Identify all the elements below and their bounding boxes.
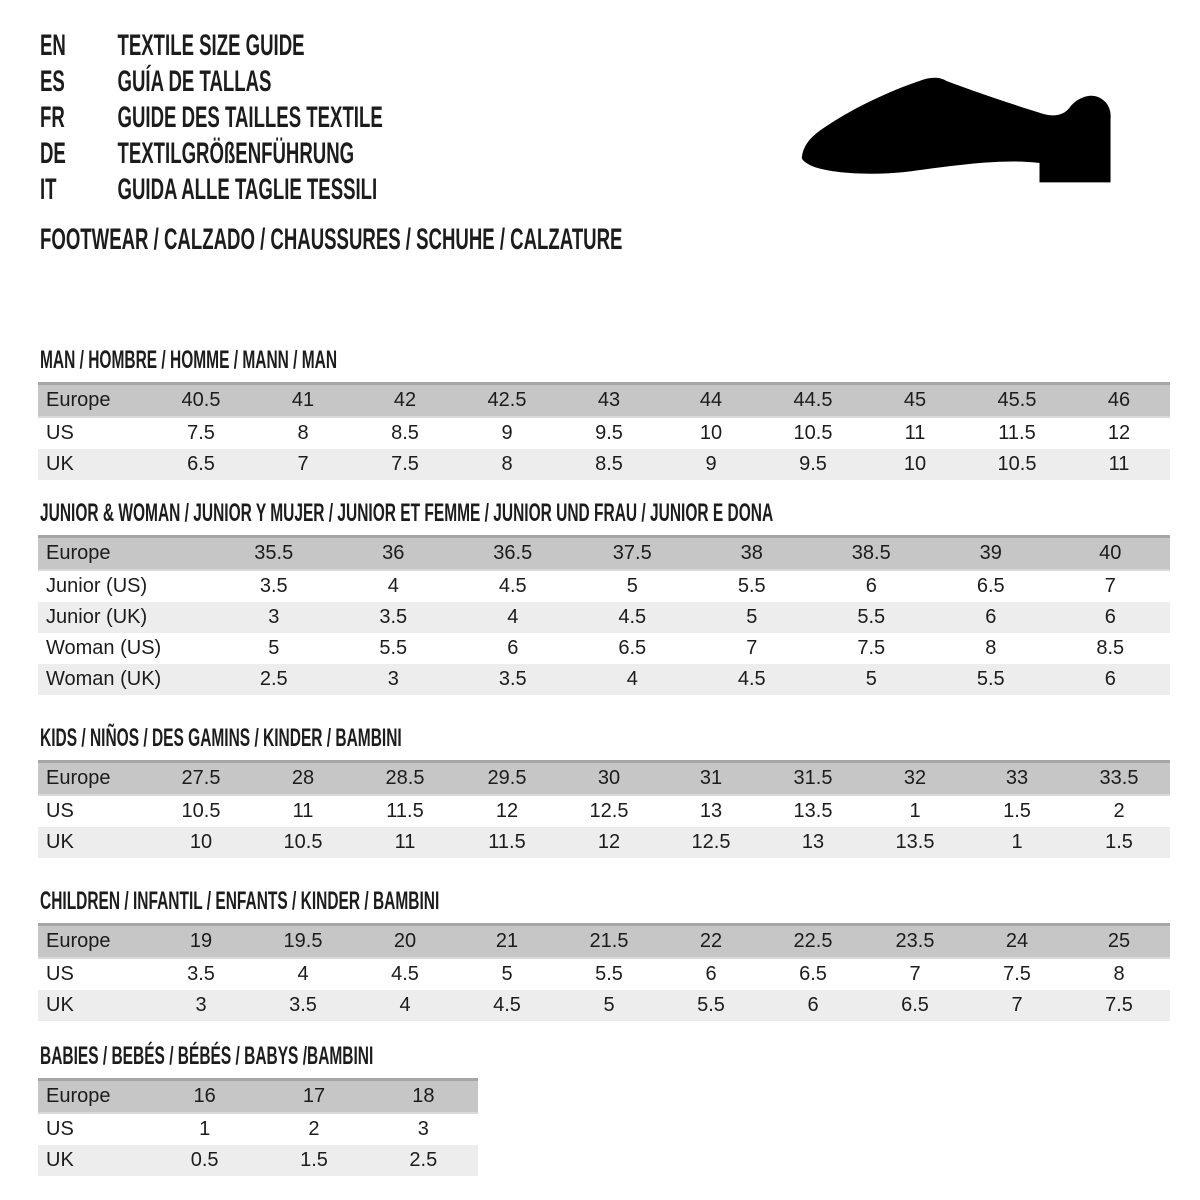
size-cell: 36.5	[453, 537, 573, 571]
language-code: IT	[40, 173, 57, 206]
language-code: DE	[40, 137, 66, 170]
size-cell: 23.5	[864, 925, 966, 959]
language-title: TEXTILGRÖßENFÜHRUNG	[117, 137, 355, 170]
size-cell: 38	[692, 537, 812, 571]
size-cell: 11	[904, 422, 926, 444]
size-cell: 10.5	[793, 422, 833, 444]
table-row	[38, 958, 1170, 990]
size-cell: 30	[558, 762, 660, 796]
size-cell: 7	[746, 637, 758, 659]
size-cell: 24	[966, 925, 1068, 959]
size-cell: 7	[1104, 575, 1116, 597]
size-cell: 8	[297, 422, 309, 444]
size-cell: 5	[626, 575, 638, 597]
table-row	[38, 1145, 478, 1176]
size-cell: 6.5	[150, 449, 252, 480]
size-cell: 2	[308, 1118, 320, 1140]
size-cell: 12.5	[589, 800, 629, 822]
size-cell: 20	[354, 925, 456, 959]
table-header-row	[38, 1080, 478, 1114]
size-cell: 4	[297, 963, 309, 985]
row-label: Junior (US)	[46, 575, 148, 597]
section-kids	[38, 724, 1170, 858]
size-cell: 6	[762, 990, 864, 1021]
size-cell: 4	[387, 575, 399, 597]
size-cell: 3.5	[252, 990, 354, 1021]
size-cell: 3.5	[259, 575, 288, 597]
size-cell: 32	[864, 762, 966, 796]
size-cell: 5.5	[812, 602, 932, 633]
table-row	[38, 602, 1170, 633]
language-line-fr	[40, 100, 383, 136]
size-cell: 8	[985, 637, 997, 659]
size-cell: 7.5	[1068, 990, 1170, 1021]
language-line-en	[40, 28, 383, 64]
size-cell: 12	[495, 800, 519, 822]
size-cell: 1.5	[259, 1145, 368, 1176]
size-cell: 10.5	[966, 449, 1068, 480]
size-cell: 33.5	[1068, 762, 1170, 796]
language-code: EN	[40, 29, 66, 62]
size-cell: 2.5	[214, 664, 334, 695]
language-title: GUIDA ALLE TAGLIE TESSILI	[117, 173, 378, 206]
section-title-babies: BABIES / BEBÉS / BÉBÉS / BABYS /BAMBINI	[40, 1042, 374, 1070]
language-line-es	[40, 64, 383, 100]
size-cell: 2	[1113, 800, 1125, 822]
row-label: Woman (UK)	[38, 664, 214, 695]
size-cell: 6.5	[799, 963, 827, 985]
size-cell: 13.5	[793, 800, 833, 822]
size-cell: 21	[456, 925, 558, 959]
section-title-kids: KIDS / NIÑOS / DES GAMINS / KINDER / BAMBINI	[40, 724, 402, 752]
size-cell: 45.5	[966, 384, 1068, 418]
size-cell: 36	[334, 537, 454, 571]
row-label: Europe	[38, 537, 214, 571]
size-cell: 12	[1107, 422, 1131, 444]
size-cell: 40	[1051, 537, 1171, 571]
row-label: US	[46, 800, 74, 822]
size-cell: 2.5	[369, 1145, 478, 1176]
size-cell: 6	[931, 602, 1051, 633]
row-label: UK	[38, 990, 150, 1021]
size-cell: 4.5	[391, 963, 419, 985]
table-row	[38, 417, 1170, 449]
size-cell: 7.5	[354, 449, 456, 480]
row-label: UK	[38, 827, 150, 858]
section-title-junior-woman: JUNIOR & WOMAN / JUNIOR Y MUJER / JUNIOR ET FEMME / JUNIOR UND FRAU / JUNIOR E DONA	[40, 499, 774, 527]
size-cell: 9.5	[595, 422, 623, 444]
table-row	[38, 570, 1170, 602]
size-cell: 5.5	[595, 963, 623, 985]
size-cell: 7	[252, 449, 354, 480]
language-title: GUÍA DE TALLAS	[117, 65, 272, 98]
size-cell: 7.5	[187, 422, 215, 444]
table-header-row	[38, 384, 1170, 418]
row-label: US	[46, 422, 74, 444]
size-cell: 6	[507, 637, 519, 659]
size-cell: 3.5	[453, 664, 573, 695]
size-cell: 11.5	[456, 827, 558, 858]
size-cell: 22.5	[762, 925, 864, 959]
size-cell: 5.5	[931, 664, 1051, 695]
size-table-man	[38, 382, 1170, 480]
size-cell: 1	[966, 827, 1068, 858]
size-cell: 45	[864, 384, 966, 418]
size-cell: 3	[214, 602, 334, 633]
row-label: Junior (UK)	[38, 602, 214, 633]
table-header-row	[38, 537, 1170, 571]
size-cell: 10	[864, 449, 966, 480]
size-cell: 3.5	[187, 963, 215, 985]
size-cell: 11	[292, 800, 314, 822]
size-cell: 5.5	[379, 637, 408, 659]
size-cell: 0.5	[150, 1145, 259, 1176]
language-title: TEXTILE SIZE GUIDE	[117, 29, 305, 62]
size-cell: 8	[456, 449, 558, 480]
size-cell: 11	[354, 827, 456, 858]
size-cell: 41	[252, 384, 354, 418]
row-label: Europe	[38, 384, 150, 418]
size-cell: 10.5	[181, 800, 221, 822]
size-cell: 22	[660, 925, 762, 959]
size-cell: 6.5	[976, 575, 1005, 597]
size-cell: 10	[699, 422, 723, 444]
row-label: Europe	[38, 1080, 150, 1114]
size-cell: 9	[660, 449, 762, 480]
language-code: FR	[40, 101, 65, 134]
size-cell: 1.5	[1003, 800, 1031, 822]
size-cell: 8	[1113, 963, 1125, 985]
section-junior-woman	[38, 499, 1200, 695]
size-cell: 37.5	[573, 537, 693, 571]
size-cell: 17	[259, 1080, 368, 1114]
table-row	[38, 449, 1170, 480]
language-code: ES	[40, 65, 65, 98]
size-table-children	[38, 923, 1170, 1021]
row-label: Europe	[38, 925, 150, 959]
size-cell: 6	[865, 575, 877, 597]
row-label: UK	[38, 1145, 150, 1176]
size-cell: 5.5	[737, 575, 766, 597]
size-table-kids	[38, 760, 1170, 858]
size-cell: 6	[705, 963, 717, 985]
row-label: Europe	[38, 762, 150, 796]
size-cell: 13	[762, 827, 864, 858]
size-cell: 44.5	[762, 384, 864, 418]
size-cell: 13.5	[864, 827, 966, 858]
size-cell: 11.5	[386, 800, 424, 822]
size-cell: 31.5	[762, 762, 864, 796]
row-label: Woman (US)	[46, 637, 162, 659]
size-table-babies	[38, 1078, 478, 1176]
size-cell: 7.5	[857, 637, 886, 659]
size-cell: 44	[660, 384, 762, 418]
size-cell: 39	[931, 537, 1051, 571]
size-cell: 12	[558, 827, 660, 858]
size-cell: 28.5	[354, 762, 456, 796]
size-cell: 3.5	[334, 602, 454, 633]
table-row	[38, 990, 1170, 1021]
size-cell: 35.5	[214, 537, 334, 571]
size-cell: 38.5	[812, 537, 932, 571]
size-cell: 5	[812, 664, 932, 695]
size-cell: 5.5	[660, 990, 762, 1021]
size-cell: 42	[354, 384, 456, 418]
size-cell: 33	[966, 762, 1068, 796]
size-cell: 6	[1051, 602, 1171, 633]
size-cell: 27.5	[150, 762, 252, 796]
size-cell: 3	[150, 990, 252, 1021]
size-cell: 5	[268, 637, 280, 659]
section-man	[38, 346, 1170, 480]
size-cell: 4	[354, 990, 456, 1021]
size-cell: 28	[252, 762, 354, 796]
size-cell: 40.5	[150, 384, 252, 418]
category-heading: FOOTWEAR / CALZADO / CHAUSSURES / SCHUHE / CALZATURE	[40, 223, 623, 256]
size-cell: 4	[573, 664, 693, 695]
row-label: US	[46, 963, 74, 985]
size-cell: 5	[692, 602, 812, 633]
size-cell: 25	[1068, 925, 1170, 959]
size-cell: 4.5	[692, 664, 812, 695]
language-line-de	[40, 136, 383, 172]
size-cell: 16	[150, 1080, 259, 1114]
section-babies	[38, 1042, 578, 1176]
table-row	[38, 827, 1170, 858]
size-cell: 8.5	[1096, 637, 1125, 659]
section-title-children: CHILDREN / INFANTIL / ENFANTS / KINDER / BAMBINI	[40, 887, 440, 915]
table-row	[38, 633, 1170, 664]
row-label: US	[46, 1118, 74, 1140]
size-cell: 46	[1068, 384, 1170, 418]
table-header-row	[38, 762, 1170, 796]
size-cell: 3	[334, 664, 454, 695]
size-cell: 7	[909, 963, 921, 985]
size-cell: 11.5	[998, 422, 1036, 444]
size-cell: 5	[501, 963, 513, 985]
section-title-man: MAN / HOMBRE / HOMME / MANN / MAN	[40, 346, 338, 374]
language-title-list	[40, 28, 593, 208]
size-cell: 8.5	[558, 449, 660, 480]
size-cell: 4.5	[573, 602, 693, 633]
size-cell: 1	[909, 800, 921, 822]
size-cell: 4.5	[498, 575, 527, 597]
size-cell: 9	[501, 422, 513, 444]
size-cell: 18	[369, 1080, 478, 1114]
language-line-it	[40, 172, 383, 208]
size-cell: 43	[558, 384, 660, 418]
size-cell: 11	[1068, 449, 1170, 480]
size-cell: 13	[699, 800, 723, 822]
size-cell: 1.5	[1068, 827, 1170, 858]
size-cell: 31	[660, 762, 762, 796]
size-cell: 4	[453, 602, 573, 633]
size-cell: 10	[150, 827, 252, 858]
size-cell: 8.5	[391, 422, 419, 444]
size-cell: 21.5	[558, 925, 660, 959]
size-cell: 12.5	[660, 827, 762, 858]
size-cell: 9.5	[762, 449, 864, 480]
size-cell: 7	[966, 990, 1068, 1021]
size-cell: 6	[1051, 664, 1171, 695]
size-cell: 4.5	[456, 990, 558, 1021]
shoe-icon	[798, 62, 1143, 190]
size-cell: 10.5	[252, 827, 354, 858]
size-cell: 19.5	[252, 925, 354, 959]
size-cell: 7.5	[1003, 963, 1031, 985]
table-row	[38, 795, 1170, 827]
size-cell: 6.5	[864, 990, 966, 1021]
row-label: UK	[38, 449, 150, 480]
size-cell: 42.5	[456, 384, 558, 418]
size-cell: 1	[199, 1118, 211, 1140]
size-cell: 3	[417, 1118, 429, 1140]
size-cell: 19	[150, 925, 252, 959]
size-cell: 5	[558, 990, 660, 1021]
table-row	[38, 1113, 478, 1145]
table-header-row	[38, 925, 1170, 959]
language-title: GUIDE DES TAILLES TEXTILE	[117, 101, 383, 134]
size-table-junior-woman	[38, 535, 1170, 695]
section-children	[38, 887, 1170, 1021]
table-row	[38, 664, 1170, 695]
size-cell: 6.5	[618, 637, 647, 659]
size-cell: 29.5	[456, 762, 558, 796]
